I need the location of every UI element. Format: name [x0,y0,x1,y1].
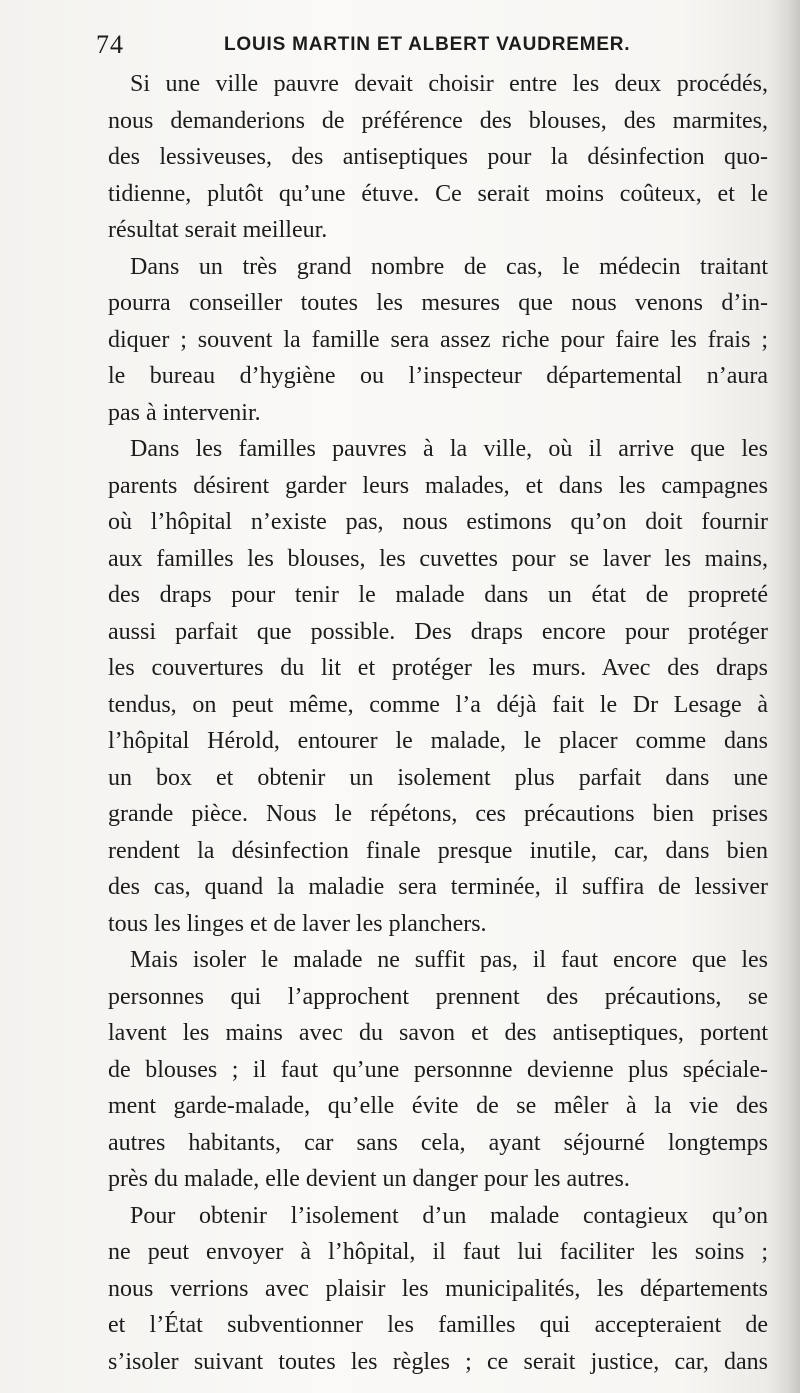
paragraph [108,66,768,249]
text-line: autres habitants, car sans cela, ayant séjourné longtemps [108,1129,768,1156]
text-line: des draps pour tenir le malade dans un état de propreté [108,582,768,608]
text-line: les couvertures du lit et protéger les murs. Avec des draps [108,655,768,681]
text-line: s’isoler suivant toutes les règles ; ce serait justice, car, dans [108,1348,768,1375]
text-line: près du malade, elle devient un danger pour les autres. [108,1166,630,1192]
paragraph [108,431,768,942]
text-line: rendent la désinfection finale presque inutile, car, dans bien [108,837,768,864]
text-line: ne peut envoyer à l’hôpital, il faut lui faciliter les soins ; [108,1239,768,1265]
page-header [96,30,766,64]
text-line: tidienne, plutôt qu’une étuve. Ce serait moins coûteux, et le [108,180,768,207]
text-line: Dans un très grand nombre de cas, le médecin traitant [130,253,768,280]
page-edge-shadow [768,0,800,1393]
text-line: personnes qui l’approchent prennent des précautions, se [108,983,768,1010]
text-line: nous demanderions de préférence des blouses, des marmites, [108,107,768,134]
text-line: diquer ; souvent la famille sera assez riche pour faire les frais ; [108,326,768,353]
text-line: des lessiveuses, des antiseptiques pour la désinfection quo- [108,144,768,170]
text-line: nous verrions avec plaisir les municipalités, les départements [108,1275,768,1302]
text-line: grande pièce. Nous le répétons, ces précautions bien prises [108,801,768,827]
paragraph [108,249,768,432]
text-line: pas à intervenir. [108,399,261,426]
text-line: l’hôpital Hérold, entourer le malade, le placer comme dans [108,728,768,754]
text-line: tendus, on peut même, comme l’a déjà fait le Dr Lesage à [108,691,768,718]
text-line: un box et obtenir un isolement plus parfait dans une [108,764,768,791]
text-line: parents désirent garder leurs malades, et dans les campagnes [108,472,768,499]
text-line: où l’hôpital n’existe pas, nous estimons qu’on doit fournir [108,509,768,535]
text-line: lavent les mains avec du savon et des antiseptiques, portent [108,1020,768,1046]
text-line: des cas, quand la maladie sera terminée, il suffira de lessiver [108,874,768,900]
text-line: de blouses ; il faut qu’une personnne devienne plus spéciale- [108,1056,768,1083]
text-line: résultat serait meilleur. [108,217,328,243]
text-line: aussi parfait que possible. Des draps encore pour protéger [108,618,768,645]
running-head: LOUIS MARTIN ET ALBERT VAUDREMER. [224,34,631,55]
text-line: Dans les familles pauvres à la ville, où il arrive que les [130,436,768,462]
text-line: ment garde-malade, qu’elle évite de se mêler à la vie des [108,1093,768,1119]
text-line: Pour obtenir l’isolement d’un malade contagieux qu’on [130,1202,768,1229]
paragraph [108,942,768,1198]
page-number: 74 [96,30,124,59]
text-line: Mais isoler le malade ne suffit pas, il faut encore que les [130,947,768,973]
text-line: le bureau d’hygiène ou l’inspecteur départemental n’aura [108,363,768,389]
text-line: pourra conseiller toutes les mesures que nous venons d’in- [108,290,768,316]
paragraph [108,1198,768,1381]
text-line: tous les linges et de laver les planchers. [108,910,487,937]
text-line: et l’État subventionner les familles qui accepteraient de [108,1312,768,1338]
text-line: aux familles les blouses, les cuvettes pour se laver les mains, [108,545,768,572]
text-line: Si une ville pauvre devait choisir entre les deux procédés, [130,71,768,97]
body-text [108,66,768,1380]
